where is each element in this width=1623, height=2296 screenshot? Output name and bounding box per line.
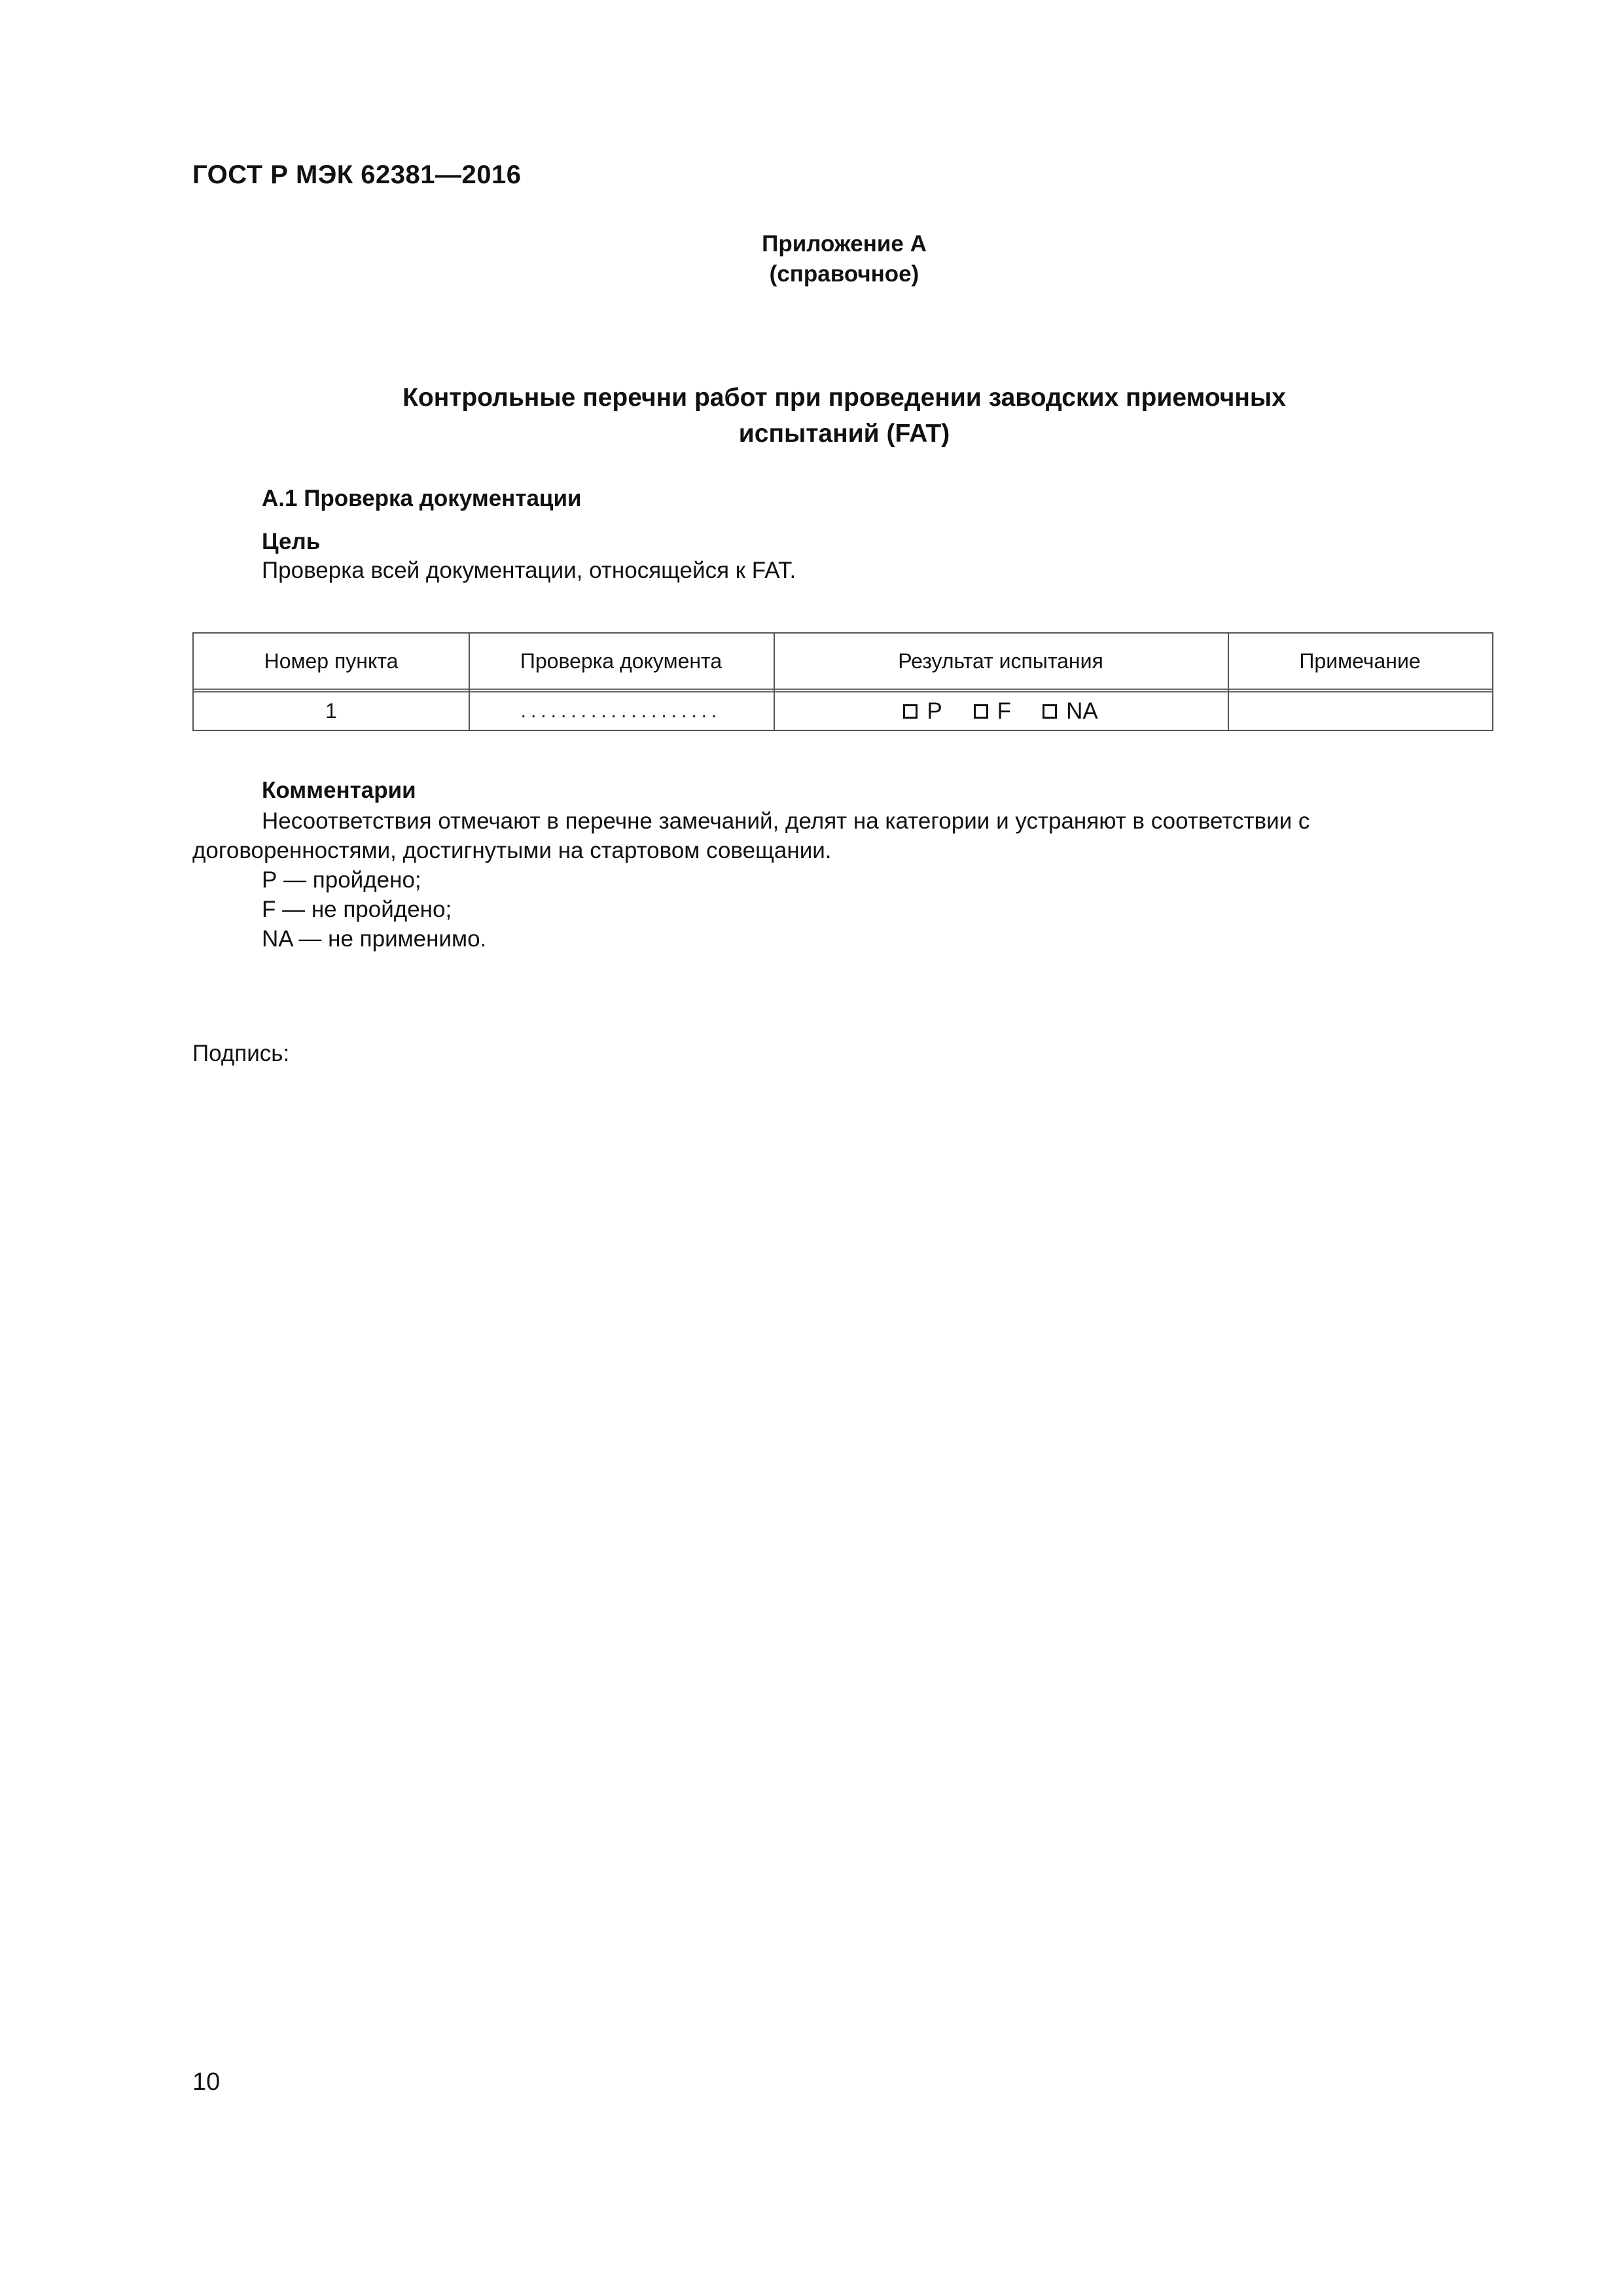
signature-label: Подпись: <box>192 1041 290 1066</box>
page-title-line-2: испытаний (FAT) <box>738 420 950 448</box>
document-standard-id: ГОСТ Р МЭК 62381—2016 <box>192 160 522 189</box>
result-option-fail[interactable] <box>974 698 1011 725</box>
result-option-na[interactable] <box>1043 698 1098 725</box>
column-header-document-check: Проверка документа <box>520 649 722 673</box>
column-header-note: Примечание <box>1299 649 1421 673</box>
column-divider <box>1228 634 1229 730</box>
table-row <box>194 692 1492 730</box>
comments-body <box>192 806 1495 954</box>
legend-pass: Р — пройдено; <box>262 867 421 893</box>
checkbox-pass[interactable] <box>903 704 918 719</box>
page-title-line-1: Контрольные перечни работ при проведении заводских приемочных <box>402 384 1286 412</box>
column-divider <box>774 634 775 730</box>
legend-na: NA — не применимо. <box>262 926 487 952</box>
appendix-heading <box>589 229 1099 289</box>
item-number-cell: 1 <box>325 699 337 723</box>
appendix-title: Приложение А <box>762 231 927 257</box>
comments-text: Несоответствия отмечают в перечне замечаний, делят на категории и устраняют в соответствии с договоренностями, достигнутыми на стартовом совещании. <box>192 808 1310 863</box>
result-options <box>903 698 1097 725</box>
page-title <box>275 380 1414 452</box>
table-header-row <box>194 634 1492 692</box>
test-result-cell <box>774 692 1228 730</box>
legend-fail: F — не пройдено; <box>262 897 452 922</box>
comments-label: Комментарии <box>262 778 416 803</box>
checkbox-fail[interactable] <box>974 704 988 719</box>
page-number: 10 <box>192 2068 221 2096</box>
goal-label: Цель <box>262 529 321 554</box>
goal-text: Проверка всей документации, относящейся к FAT. <box>262 558 796 583</box>
column-header-test-result: Результат испытания <box>898 649 1103 673</box>
section-heading: А.1 Проверка документации <box>262 486 582 511</box>
column-divider <box>469 634 470 730</box>
note-cell[interactable] <box>1228 692 1492 730</box>
checklist-table <box>192 632 1493 731</box>
appendix-status: (справочное) <box>769 261 919 287</box>
result-option-pass[interactable] <box>903 698 942 725</box>
checkbox-na[interactable] <box>1043 704 1057 719</box>
document-check-placeholder: .................... <box>520 700 722 722</box>
result-option-fail-label: F <box>997 698 1012 724</box>
result-option-na-label: NA <box>1066 698 1098 724</box>
column-header-item-number: Номер пункта <box>264 649 399 673</box>
document-check-cell[interactable] <box>469 692 774 730</box>
result-option-pass-label: P <box>927 698 942 724</box>
